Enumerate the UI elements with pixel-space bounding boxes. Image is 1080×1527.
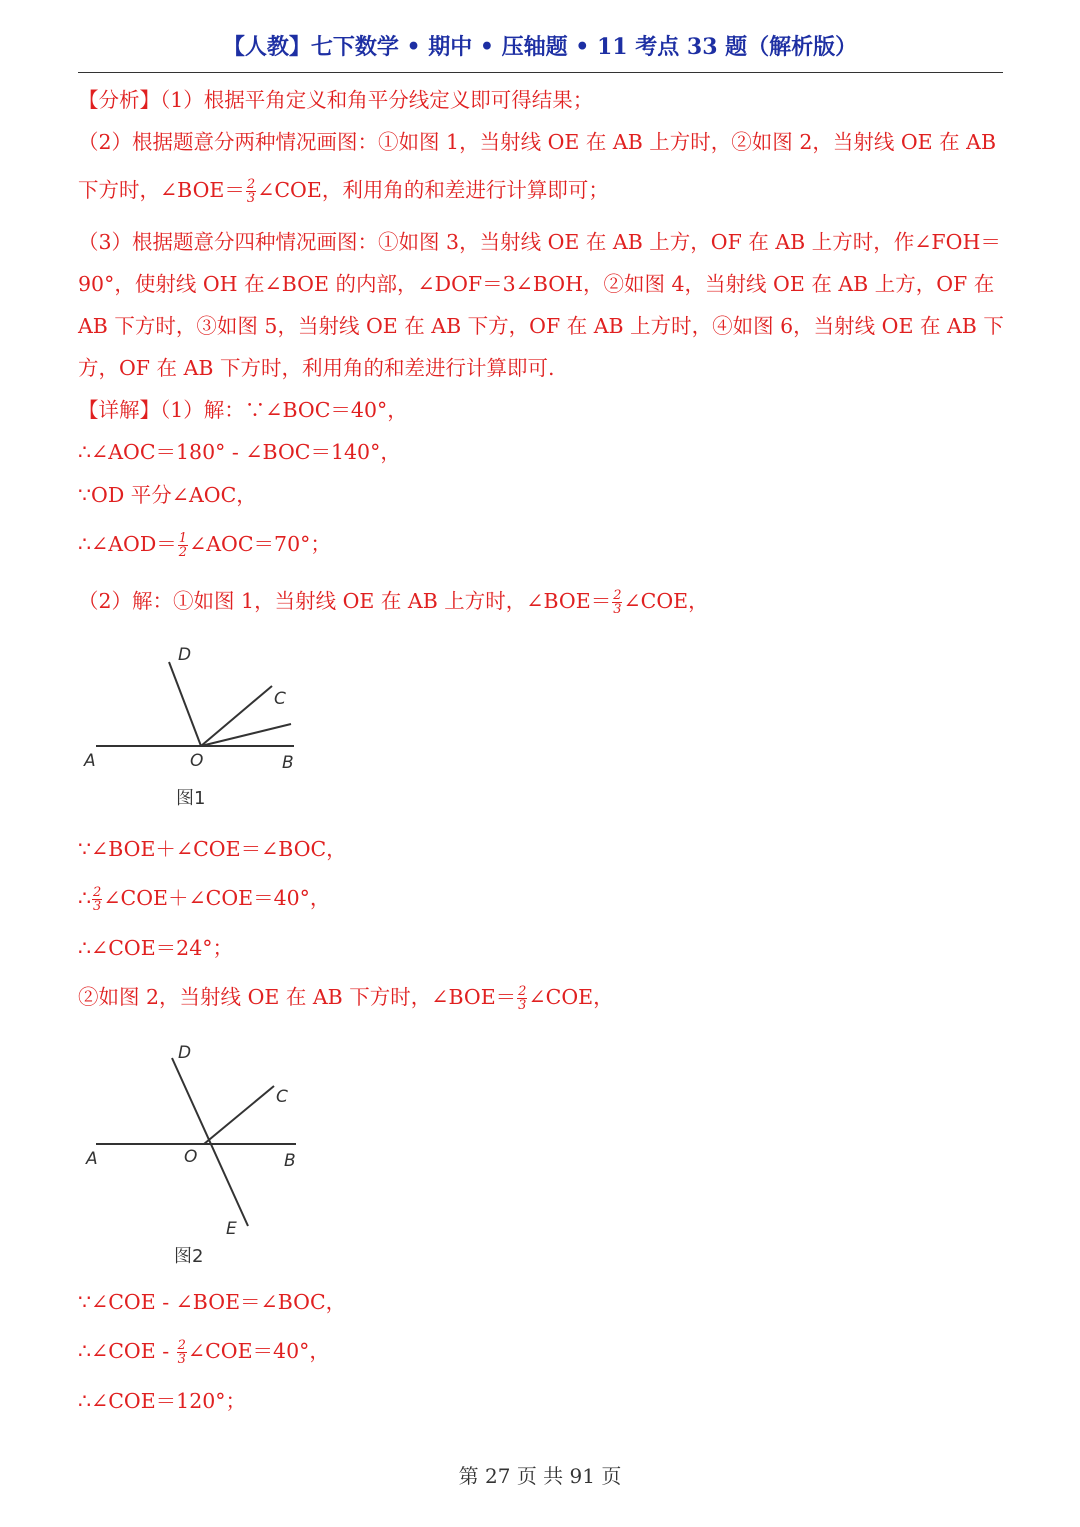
- detail-text-5a: （2）解：①如图 1，当射线 OE 在 AB 上方时，∠BOE＝: [78, 589, 612, 613]
- ray-oc: [204, 1086, 274, 1144]
- ray-od: [169, 662, 201, 746]
- detail-tag: 【详解】: [78, 398, 160, 422]
- detail-line-7: [78, 884, 330, 913]
- detail-text-4a: ∴∠AOD＝: [78, 532, 177, 556]
- detail-line-4: [78, 530, 331, 559]
- label-a: A: [84, 751, 96, 771]
- fraction-two-thirds: $\frac{2}{3}$: [518, 984, 527, 1013]
- analysis-line-5: 90°，使射线 OH 在∠BOE 的内部，∠DOF＝3∠BOH，②如图 4，当射线 OE 在 AB 上方，OF 在: [78, 272, 995, 296]
- figure-1-caption: 图1: [176, 788, 206, 809]
- fraction-one-half: $\frac{1}{2}$: [178, 531, 188, 560]
- analysis-line-2: （2）根据题意分两种情况画图：①如图 1，当射线 OE 在 AB 上方时，②如图 2，当射线 OE 在 AB: [78, 130, 997, 154]
- label-d: D: [178, 645, 192, 665]
- line-de: [172, 1058, 248, 1226]
- figure-2: [70, 1036, 330, 1272]
- detail-text-11b: ∠COE＝40°，: [187, 1339, 330, 1363]
- detail-line-9: [78, 983, 614, 1012]
- detail-line-11: [78, 1337, 330, 1366]
- label-d: D: [178, 1043, 192, 1063]
- page-header: 【人教】七下数学 • 期中 • 压轴题 • 11 考点 33 题（解析版）: [222, 34, 858, 60]
- label-b: B: [284, 1151, 296, 1171]
- detail-line-2: ∴∠AOC＝180° - ∠BOC＝140°，: [78, 440, 401, 464]
- label-a: A: [86, 1149, 98, 1169]
- detail-line-3: ∵OD 平分∠AOC，: [78, 483, 257, 507]
- analysis-line-7: 方，OF 在 AB 下方时，利用角的和差进行计算即可.: [78, 356, 555, 380]
- detail-text-1: （1）解：∵∠BOC＝40°，: [160, 398, 408, 422]
- fraction-two-thirds: $\frac{2}{3}$: [93, 885, 102, 914]
- analysis-line-6: AB 下方时，③如图 5，当射线 OE 在 AB 下方，OF 在 AB 上方时，④如图 6，当射线 OE 在 AB 下: [78, 314, 1004, 338]
- detail-text-11a: ∴∠COE -: [78, 1339, 176, 1363]
- detail-line-10: ∵∠COE - ∠BOE＝∠BOC，: [78, 1290, 347, 1314]
- label-o: O: [184, 1147, 198, 1167]
- detail-line-12: ∴∠COE＝120°；: [78, 1389, 247, 1413]
- label-b: B: [282, 753, 294, 773]
- analysis-line-4: （3）根据题意分四种情况画图：①如图 3，当射线 OE 在 AB 上方，OF 在 AB 上方时，作∠FOH＝: [78, 230, 1001, 254]
- analysis-text-3a: 下方时，∠BOE＝: [78, 178, 245, 202]
- analysis-text-1: （1）根据平角定义和角平分线定义即可得结果；: [160, 88, 594, 112]
- analysis-line-1: [78, 86, 593, 114]
- fraction-two-thirds: $\frac{2}{3}$: [246, 177, 256, 206]
- detail-text-9b: ∠COE，: [528, 985, 614, 1009]
- detail-text-7a: ∴: [78, 886, 92, 910]
- figure-2-caption: 图2: [174, 1246, 204, 1267]
- detail-text-5b: ∠COE，: [623, 589, 709, 613]
- detail-line-5: [78, 587, 709, 616]
- label-o: O: [190, 751, 204, 771]
- analysis-line-3: [78, 176, 609, 205]
- fraction-two-thirds: $\frac{2}{3}$: [613, 588, 622, 617]
- analysis-tag: 【分析】: [78, 88, 160, 112]
- figure-1: [70, 638, 330, 818]
- detail-line-1: [78, 396, 408, 424]
- label-c: C: [276, 1087, 288, 1107]
- label-c: C: [274, 689, 286, 709]
- detail-line-6: ∵∠BOE＋∠COE＝∠BOC，: [78, 837, 347, 861]
- label-e: E: [226, 1219, 237, 1239]
- header-rule: [78, 72, 1003, 73]
- detail-text-4b: ∠AOC＝70°；: [189, 532, 331, 556]
- fraction-two-thirds: $\frac{2}{3}$: [177, 1338, 186, 1367]
- analysis-text-3b: ∠COE，利用角的和差进行计算即可；: [257, 178, 609, 202]
- page-footer: 第 27 页 共 91 页: [458, 1464, 622, 1488]
- detail-line-8: ∴∠COE＝24°；: [78, 936, 234, 960]
- detail-text-9a: ②如图 2，当射线 OE 在 AB 下方时，∠BOE＝: [78, 985, 517, 1009]
- detail-text-7b: ∠COE＋∠COE＝40°，: [103, 886, 331, 910]
